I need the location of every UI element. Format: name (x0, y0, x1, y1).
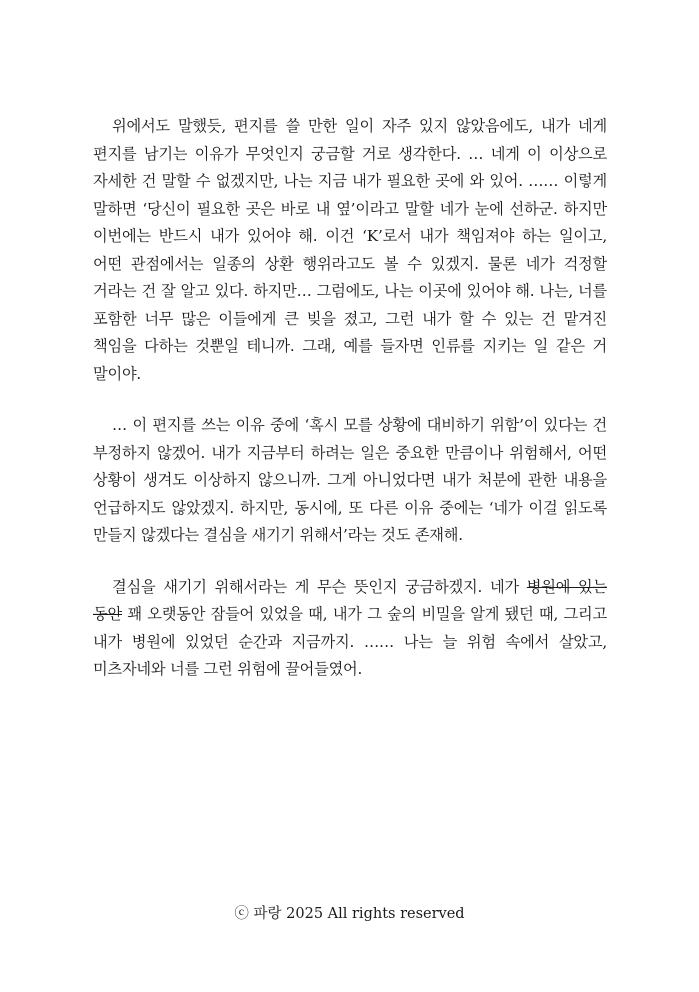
paragraph-1: 위에서도 말했듯, 편지를 쓸 만한 일이 자주 있지 않았음에도, 내가 네게 편지를 남기는 이유가 무엇인지 궁금할 거로 생각한다. … 네게 이 이상으로 자세한 건 말할 수 없겠지만, 나는 지금 내가 필요한 곳에 와 있어. …… 이렇게 말하면 ‘당신이 필요한 곳은 바로 내 옆’이라고 말할 네가 눈에 선하군. 하지만 이번에는 반드시 내가 있어야 해. 이건 ‘K’로서 내가 책임져야 하는 일이고, 어떤 관점에서는 일종의 상환 행위라고도 볼 수 있겠지. 물론 네가 걱정할 거라는 건 잘 알고 있다. 하지만… 그럼에도, 나는 이곳에 있어야 해. 나는, 너를 포함한 너무 많은 이들에게 큰 빚을 졌고, 그런 내가 할 수 있는 건 맡겨진 책임을 다하는 것뿐일 테니까. 그래, 예를 들자면 인류를 지키는 일 같은 거 말이야. (93, 117, 607, 383)
paragraph-3-after: 꽤 오랫동안 잠들어 있었을 때, 내가 그 숲의 비밀을 알게 됐던 때, 그리고 내가 병원에 있었던 순간과 지금까지. …… 나는 늘 위험 속에서 살았고, 미츠자네와 너를 그런 위험에 끌어들였어. (93, 605, 607, 678)
document-body (93, 113, 607, 708)
struck-text: 병원에 있는 동안 (93, 577, 607, 623)
paragraph-3 (93, 574, 607, 684)
paragraph-2: … 이 편지를 쓰는 이유 중에 ‘혹시 모를 상황에 대비하기 위함’이 있다는 건 부정하지 않겠어. 내가 지금부터 하려는 일은 중요한 만큼이나 위험해서, 어떤 상황이 생겨도 이상하지 않으니까. 그게 아니었다면 내가 처분에 관한 내용을 언급하지도 않았겠지. 하지만, 동시에, 또 다른 이유 중에는 ‘네가 이걸 읽도록 만들지 않겠다는 결심을 새기기 위해서’라는 것도 존재해. (93, 416, 607, 544)
copyright-footer: ⓒ 파랑 2025 All rights reserved (234, 906, 465, 922)
paragraph-3-before: 결심을 새기기 위해서라는 게 무슨 뜻인지 궁금하겠지. 네가 (112, 577, 527, 596)
